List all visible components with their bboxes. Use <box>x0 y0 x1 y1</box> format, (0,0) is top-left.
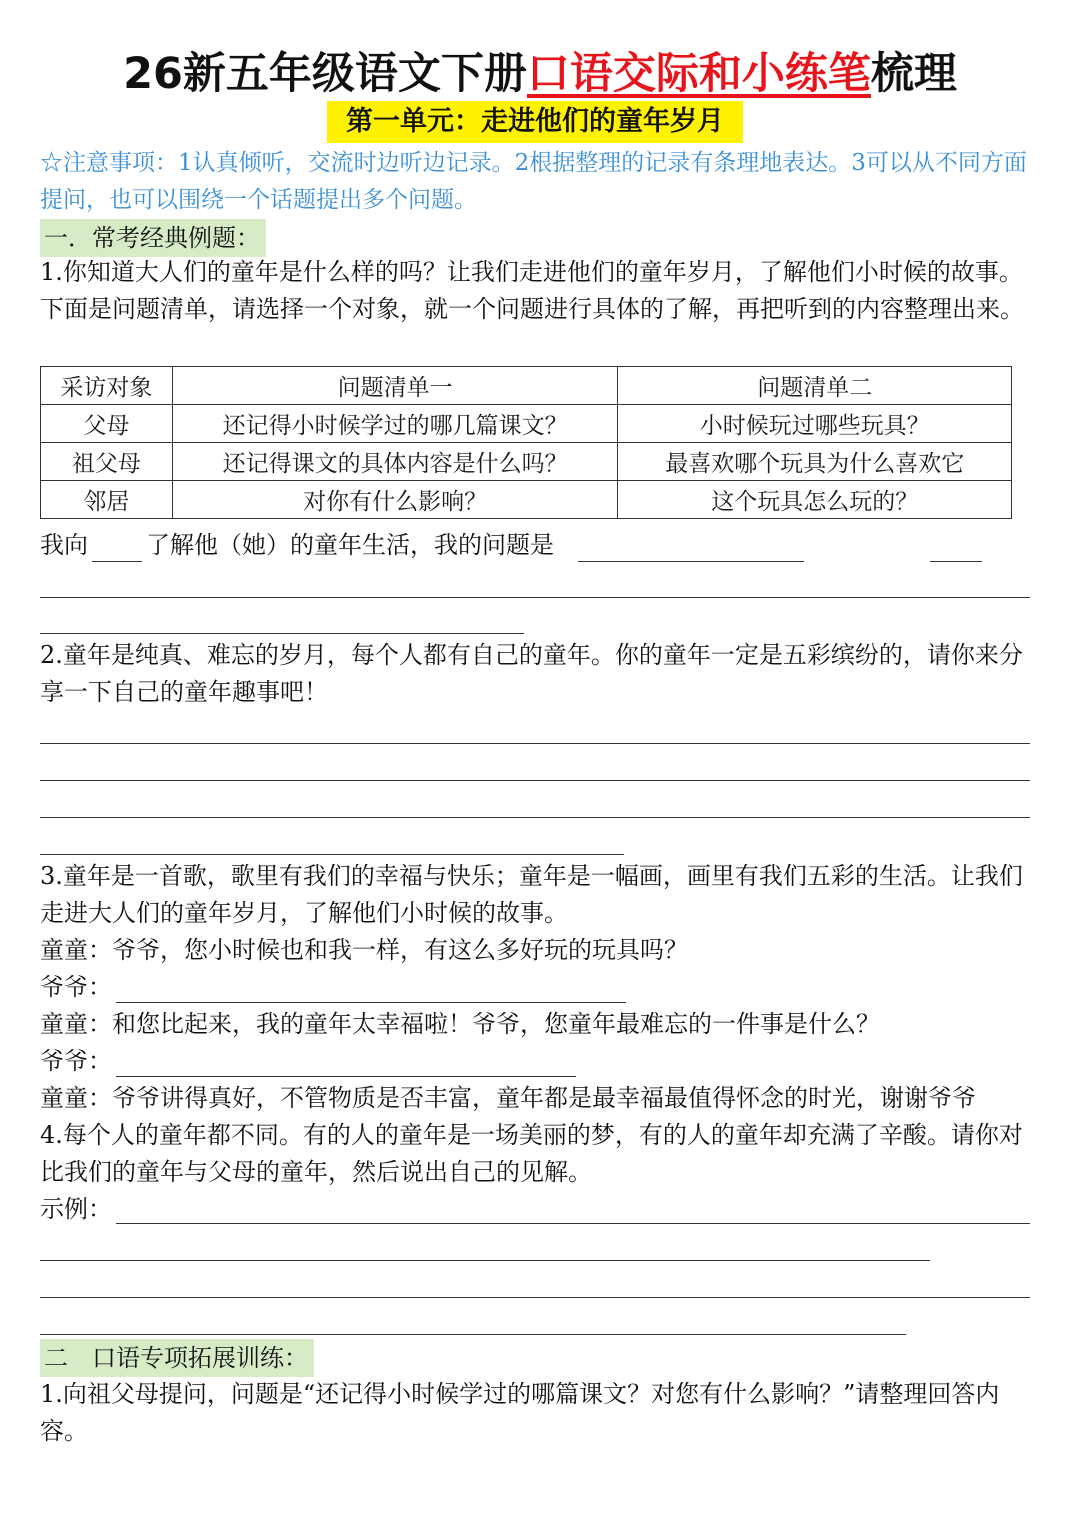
table-cell: 父母 <box>41 405 173 443</box>
table-cell: 这个玩具怎么玩的？ <box>618 481 1012 519</box>
title-part3: 梳理 <box>870 49 957 99</box>
dialog-line: 爷爷： <box>40 973 112 1001</box>
example-label: 示例： <box>40 1195 112 1223</box>
blank-line[interactable] <box>116 1076 576 1077</box>
blank-line[interactable] <box>578 561 804 562</box>
blank-line[interactable] <box>40 1260 930 1261</box>
page-title <box>0 40 1080 101</box>
table-cell: 小时候玩过哪些玩具？ <box>618 405 1012 443</box>
table-cell: 对你有什么影响？ <box>172 481 618 519</box>
unit-heading: 第一单元：走进他们的童年岁月 <box>327 101 743 143</box>
blank-line[interactable] <box>40 633 524 634</box>
question-5: 1.向祖父母提问，问题是“还记得小时候学过的哪篇课文？对您有什么影响？”请整理回答内容。 <box>40 1380 1000 1445</box>
dialog-line: 童童：爷爷讲得真好，不管物质是否丰富，童年都是最幸福最值得怀念的时光，谢谢爷爷 <box>40 1084 976 1112</box>
question-4: 4.每个人的童年都不同。有的人的童年是一场美丽的梦，有的人的童年却充满了辛酸。请你对比我们的童年与父母的童年，然后说出自己的见解。 <box>40 1121 1023 1186</box>
attention-note: ☆注意事项：1认真倾听，交流时边听边记录。2根据整理的记录有条理地表达。3可以从不同方面提问，也可以围绕一个话题提出多个问题。 <box>40 150 1027 213</box>
table-cell: 最喜欢哪个玩具为什么喜欢它 <box>618 443 1012 481</box>
title-highlight: 口语交际和小练笔 <box>526 49 871 99</box>
question-2: 2.童年是纯真、难忘的岁月，每个人都有自己的童年。你的童年一定是五彩缤纷的，请你来分享一下自己的童年趣事吧！ <box>40 641 1023 706</box>
fill-suffix: 了解他（她）的童年生活，我的问题是 <box>146 531 554 559</box>
table-header: 问题清单一 <box>172 367 618 405</box>
blank-line[interactable] <box>40 1297 1030 1298</box>
question-table <box>40 366 1012 519</box>
blank-line[interactable] <box>40 854 624 855</box>
blank-line[interactable] <box>40 743 1030 744</box>
blank-line[interactable] <box>40 780 1030 781</box>
table-cell: 还记得小时候学过的哪几篇课文？ <box>172 405 618 443</box>
blank-line[interactable] <box>930 561 982 562</box>
fill-prefix: 我向 <box>40 531 88 559</box>
blank-line[interactable] <box>116 1223 1030 1224</box>
dialog-line: 爷爷： <box>40 1047 112 1075</box>
question-3: 3.童年是一首歌，歌里有我们的幸福与快乐；童年是一幅画，画里有我们五彩的生活。让我们走进大人们的童年岁月，了解他们小时候的故事。 <box>40 862 1023 927</box>
blank-line[interactable] <box>92 561 142 562</box>
blank-line[interactable] <box>40 817 1030 818</box>
question-1: 1.你知道大人们的童年是什么样的吗？让我们走进他们的童年岁月，了解他们小时候的故事。下面是问题清单，请选择一个对象，就一个问题进行具体的了解，再把听到的内容整理出来。 <box>40 258 1024 323</box>
table-row <box>41 443 1012 481</box>
table-row <box>41 481 1012 519</box>
title-part1: 26新五年级语文下册 <box>123 49 527 99</box>
blank-line[interactable] <box>40 597 1030 598</box>
blank-line[interactable] <box>116 1002 626 1003</box>
table-row <box>41 405 1012 443</box>
table-cell: 还记得课文的具体内容是什么吗？ <box>172 443 618 481</box>
table-header: 问题清单二 <box>618 367 1012 405</box>
table-header: 采访对象 <box>41 367 173 405</box>
table-cell: 邻居 <box>41 481 173 519</box>
blank-line[interactable] <box>40 1334 906 1335</box>
section-heading-2: 二 口语专项拓展训练： <box>40 1339 314 1377</box>
section-heading-1: 一．常考经典例题： <box>40 219 266 257</box>
dialog-line: 童童：和您比起来，我的童年太幸福啦！爷爷，您童年最难忘的一件事是什么？ <box>40 1010 880 1038</box>
dialog-line: 童童：爷爷，您小时候也和我一样，有这么多好玩的玩具吗？ <box>40 936 688 964</box>
table-cell: 祖父母 <box>41 443 173 481</box>
table-header-row <box>41 367 1012 405</box>
